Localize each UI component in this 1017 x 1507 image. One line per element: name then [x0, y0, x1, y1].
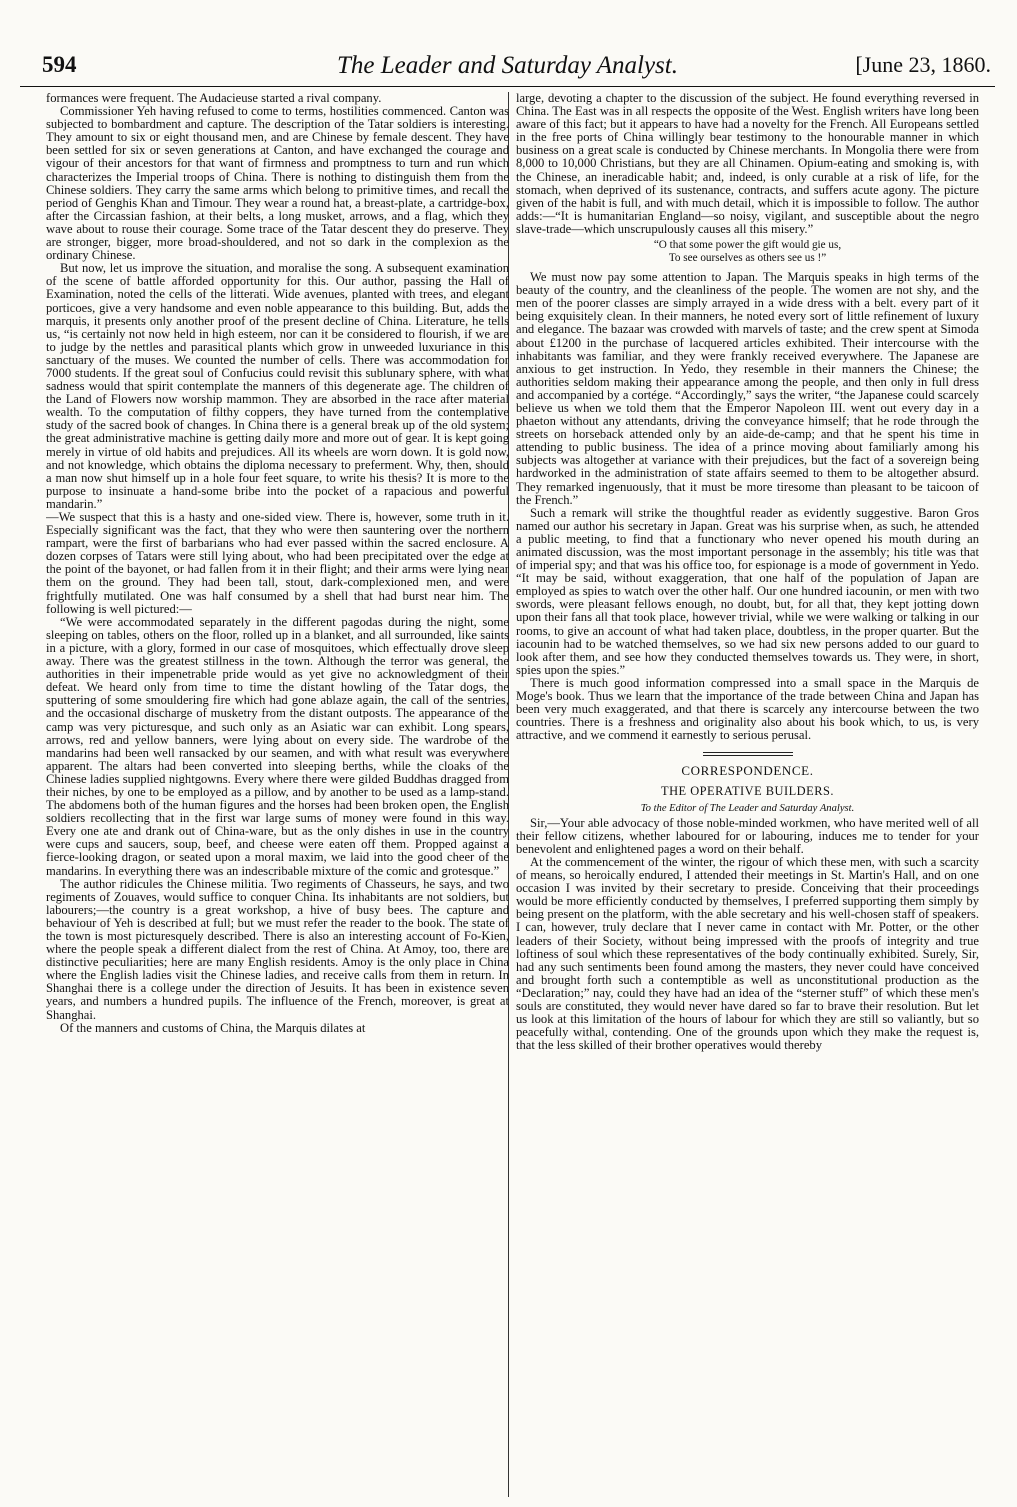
- issue-date: [June 23, 1860.: [855, 52, 991, 77]
- letter-paragraph: At the commencement of the winter, the rigour of which these men, with such a scarcity of means, so heroically endured, I attended their meetings in St. Martin's Hall, and on one occasion I was invited by their secretary to preside. Conceiving that their proceedings would be more efficiently conducted by themselves, I preferred supporting them simply by being present on the platform, with the able secretary and his well-chosen staff of speakers. I can, however, truly declare that I never came in contact with Mr. Potter, or the other leaders of their Society, without being impressed with the proofs of integrity and true loftiness of soul which these representatives of the body continually exhibited. Surely, Sir, had any such sentiments been found among the masters, they never could have conceived and brought forth such a contemptible as well as unconstitutional production as the “Declaration;” nay, could they have had an idea of the “sterner stuff” of which these men's souls are constituted, they would never have dared so far to brave their resolution. But let us look at this limitation of the hours of labour for which they are still so valiantly, but so peacefully withal, contending. One of the grounds upon which they make the request is, that the less skilled of their brother operatives would thereby: [516, 854, 979, 1053]
- verse-line: To see ourselves as others see us !”: [668, 251, 827, 264]
- article-paragraph: Such a remark will strike the thoughtful reader as evidently suggestive. Baron Gros named our author his secretary in Japan. Great was his surprise when, as such, he attended a public meeting, to find that a functionary who never opened his mouth during an animated discussion, was the most important personage in the assembly; his title was that of imperial spy; and that was his office too, for espionage is a mode of government in Yedo. “It may be said, without exaggeration, that one half of the population of Japan are employed as spies to watch over the other half. Our one hundred iacounin, or men with two swords, were pleasant fellows enough, no doubt, but, for all that, they kept jotting down upon their fans all that took place, however trivial, while we were walking or talking in our rooms, to give an account of what had taken place, doubtless, in the proper quarter. But the iacounin had to be watched themselves, so we had six new persons added to our guard to look after them, and see how they conducted themselves towards us. They were, in short, spies upon the spies.”: [516, 505, 979, 677]
- left-column: [46, 92, 509, 1492]
- header-rule: [20, 86, 995, 87]
- article-paragraph: There is much good information compressed into a small space in the Marquis de Moge's book. Thus we learn that the importance of the trade between China and Japan has been very much exaggerated, and that there is scarcely any intercourse between the two countries. There is a freshness and originality also about his book which, to us, is very attractive, and we commend it earnestly to serious perusal.: [516, 675, 979, 743]
- article-paragraph: large, devoting a chapter to the discussion of the subject. He found everything reversed in China. The East was in all respects the opposite of the West. English writers have long been aware of this fact; but it appears to have had a novelty for the French. All Europeans settled in the free ports of China willingly bear testimony to the honourable manner in which business on a great scale is conducted by Chinese merchants. In Mongolia there were from 8,000 to 10,000 Christians, but they are all Chinamen. Opium-eating and smoking is, with the Chinese, an ineradicable habit; and, indeed, is only curable at a risk of life, for the stomach, when deprived of its sustenance, contracts, and suffers acute agony. The picture given of the habit is full, and with much detail, which it is impossible to follow. The author adds:—“It is humanitarian England—so noisy, vigilant, and susceptible about the negro slave-trade—which unscrupulously causes all this misery.”: [516, 92, 979, 236]
- page-number: 594: [42, 52, 77, 77]
- publication-title: The Leader and Saturday Analyst.: [337, 52, 678, 79]
- article-paragraph: But now, let us improve the situation, and moralise the song. A subsequent examination of the scene of battle afforded opportunity for this. Our author, passing the Hall of Examination, noted the cells of the litterati. Wide avenues, planted with trees, and elegant porticoes, give a very handsome and even noble appearance to this building. But, adds the marquis, it presents only another proof of the present decline of China. Literature, he tells us, “is certainly not now held in high esteem, nor can it be considered to flourish, if we are to judge by the nettles and parasitical plants which grow in unweeded luxuriance in this sanctuary of the muses. We counted the number of cells. There was accommodation for 7000 students. If the great soul of Confucius could revisit this sublunary sphere, with what sadness would that spirit contemplate the manners of this degenerate age. The children of the Land of Flowers now worship mammon. They are absorbed in the race after material wealth. To the computation of filthy coppers, they have turned from the contemplative study of the sacred book of changes. In China there is a general break up of the old system; the great administrative machine is getting daily more and more out of gear. It is kept going merely in virtue of old habits and prejudices. All its wheels are worn down. It is gold now, and not knowledge, which obtains the diploma necessary to preferment. Why, then, should a man now shut himself up in a hole four feet square, to write his thesis? It is more to the purpose to insinuate a hand-some bribe into the pocket of a rapacious and powerful mandarin.”: [46, 261, 509, 511]
- article-paragraph: We must now pay some attention to Japan. The Marquis speaks in high terms of the beauty of the country, and the cleanliness of the people. The women are not shy, and the men of the poorer classes are simply arrayed in a wide dress with a belt. every part of it being exquisitely clean. In their manners, he noted every sort of little refinement of luxury and elegance. The bazaar was crowded with marvels of taste; and the crew spent at Simoda about £1200 in the purchase of lacquered articles exhibited. Their intercourse with the inhabitants was familiar, and they were frankly received everywhere. The Japanese are anxious to get instruction. In Yedo, they resemble in their manners the Chinese; the authorities seldom making their appearance among the people, and then only in full dress and accompanied by a cortége. “Accordingly,” says the writer, “the Japanese could scarcely believe us when we told them that the Emperor Napoleon III. went out every day in a phaeton without any attendants, driving the conveyance himself; that he rode through the streets on horseback attended only by an aide-de-camp; and that he spent his time in attending to public business. The idea of a prince moving about familiarly among his subjects was altogether at variance with their prejudices, but the fact of a sovereign being hardworked in the administration of state affairs seemed to them to be altogether absurd. They remarked ingenuously, that it must be more tiresome than pleasant to be taicoon of the French.”: [516, 270, 979, 507]
- section-divider: [703, 752, 793, 756]
- right-column: [516, 92, 979, 1492]
- editor-address: To the Editor of The Leader and Saturday Analyst.: [640, 802, 855, 814]
- article-paragraph: Commissioner Yeh having refused to come to terms, hostilities commenced. Canton was subjected to bombardment and capture. The description of the Tatar soldiers is interesting. They amount to six or eight thousand men, and are Chinese by female descent. They have been settled for six or seven generations at Canton, and have exchanged the courage and vigour of their ancestors for that want of firmness and promptness to turn and run which characterizes the Imperial troops of China. There is nothing to distinguish them from the Chinese soldiers. They carry the same arms which belong to primitive times, and recall the period of Genghis Khan and Timour. They wear a round hat, a breast-plate, a cartridge-box, after the Circassian fashion, at their belts, a long musket, arrows, and a flag, which they wave about to rouse their courage. Some trace of the Tatar descent they do preserve. They are stronger, bigger, more broad-shouldered, and not so dark in the complexion as the ordinary Chinese.: [46, 104, 509, 263]
- article-paragraph: Of the manners and customs of China, the Marquis dilates at: [60, 1020, 366, 1035]
- article-paragraph: The author ridicules the Chinese militia. Two regiments of Chasseurs, he says, and two regiments of Zouaves, would suffice to conquer China. Its inhabitants are not soldiers, but labourers;—the country is a great workshop, a hive of busy bees. The capture and behaviour of Yeh is described at full; but we must refer the reader to the book. The state of the town is most picturesquely described. There is also an interesting account of Fo-Kien, where the people speak a different dialect from the rest of China. At Amoy, too, there are distinctive peculiarities; here are many English residents. Amoy is the only place in China where the English ladies visit the Chinese ladies, and receive calls from them in return. In Shanghai there is a college under the direction of Jesuits. It has been in existence seven years, and numbers a hundred pupils. The influence of the French, moreover, is great at Shanghai.: [46, 876, 509, 1022]
- article-paragraph: formances were frequent. The Audacieuse started a rival company.: [46, 92, 382, 105]
- section-heading: CORRESPONDENCE.: [681, 763, 814, 779]
- article-heading: THE OPERATIVE BUILDERS.: [661, 783, 834, 798]
- letter-paragraph: Sir,—Your able advocacy of those noble-minded workmen, who have merited well of all their fellow citizens, whether laboured for or labouring, induces me to tender for your benevolent and enlightened pages a word on their behalf.: [516, 815, 979, 856]
- verse-line: “O that some power the gift would gie us,: [653, 239, 842, 252]
- quoted-paragraph: “We were accommodated separately in the different pagodas during the night, some sleeping on tables, others on the floor, rolled up in a blanket, and all surrounded, like saints in a picture, with a glory, formed in our case of mosquitoes, which effectually drove sleep away. There was the greatest stillness in the town. Although the terror was general, the authorities in their impenetrable pride would as yet give no acknowledgment of their defeat. We heard only from time to time the distant howling of the Tatar dogs, the sputtering of some smouldering fire which had gone ablaze again, the call of the sentries, and the occasional discharge of musketry from the distant outposts. The appearance of the camp was very picturesque, and such only as an Asiatic war can exhibit. Long spears, arrows, red and yellow banners, were lying about on every side. The wardrobe of the mandarins had been well ransacked by our seamen, and with what result was everywhere apparent. The altars had been converted into sleeping berths, while the cloaks of the Chinese ladies supplied nightgowns. Every where there were gilded Buddhas dragged from their niches, by one to be employed as a pillow, and by another to be used as a lamp-stand. The abdomens both of the human figures and the horses had been broken open, the English soldiers recollecting that in the first war large sums of money were found in this way. Every one ate and drank out of China-ware, but as the only dishes in use in the country were cups and saucers, soup, beef, and cheese were eaten off them. Propped against a fierce-looking dragon, or seated upon a moral maxim, we laid into the good cheer of the mandarins. In everything there was an indescribable mixture of the comic and grotesque.”: [46, 614, 509, 878]
- verse-quote: [516, 239, 979, 264]
- article-paragraph: —We suspect that this is a hasty and one-sided view. There is, however, some truth in it. Especially significant was the fact, that they who were then sauntering over the northern rampart, were the first of barbarians who had ever passed within the sacred enclosure. A dozen corpses of Tatars were still lying about, who had been precipitated over the edge at the point of the bayonet, or had fallen from it in their flight; and their arms were lying near them on the ground. They had been tall, stout, dark-complexioned men, and were frightfully mutilated. One was half consumed by a shell that had burst near him. The following is well pictured:—: [46, 510, 509, 616]
